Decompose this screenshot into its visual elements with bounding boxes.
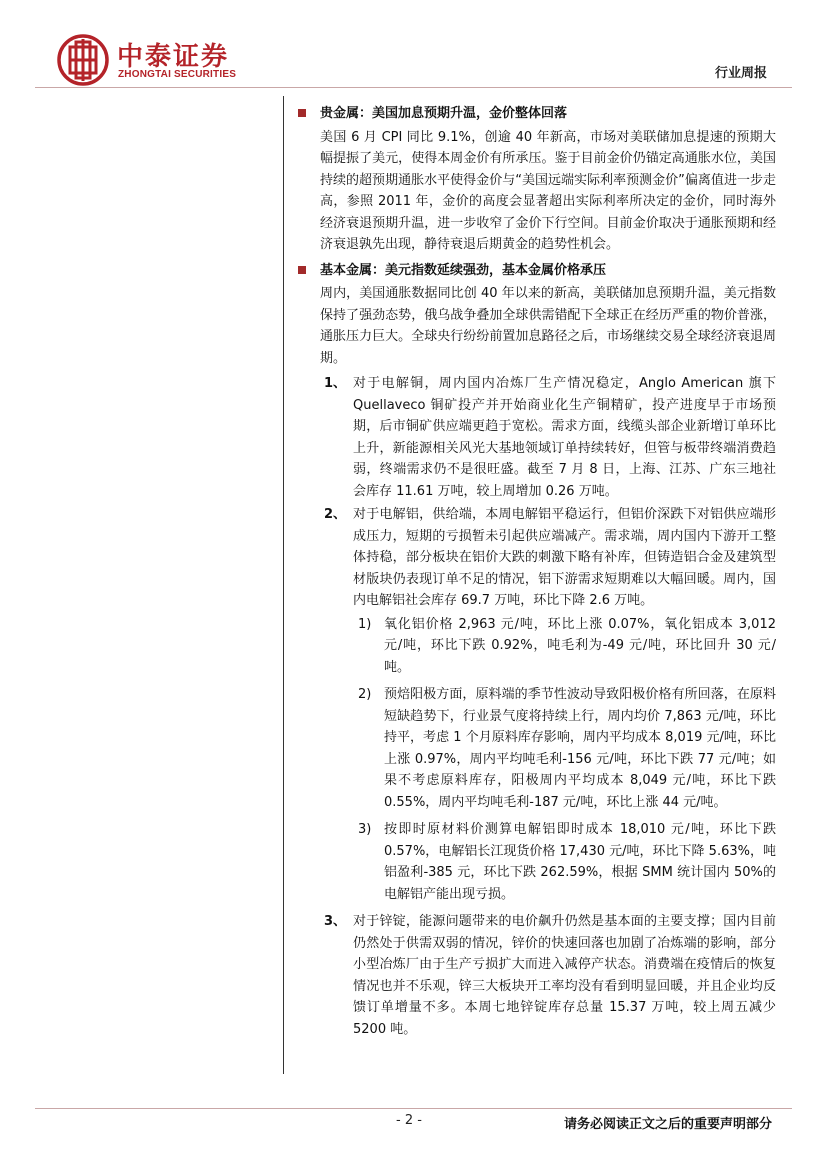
square-bullet-icon <box>298 266 306 274</box>
item-number: 1、 <box>324 376 347 391</box>
sub-item-number: 1) <box>358 616 372 632</box>
report-type-label: 行业周报 <box>714 66 767 81</box>
list-item-zinc <box>298 911 776 1040</box>
sub-item-text: 预焙阳极方面，原料端的季节性波动导致阳极价格有所回落，在原料短缺趋势下，行业景气度将持续上行，周内均价 7,863 元/吨，环比持平，考虑 1 个月原料库存影响，周内平均成本 8,019 元/吨，环比上涨 0.97%，周内平均吨毛利-156 元/吨，环比下跌 77 元/吨；如果不考虑原料库存，阳极周内平均成本 8,049 元/吨，环比下跌 0.55%，周内平均吨毛利-187 元/吨，环比上涨 44 元/吨。 <box>384 687 776 810</box>
sub-item-alumina <box>298 614 776 679</box>
sub-item-cost <box>298 819 776 905</box>
header-divider <box>35 87 792 88</box>
item-text: 对于电解铝，供给端，本周电解铝平稳运行，但铝价深跌下对铝供应端形成压力，短期的亏损暂未引起供应端减产。需求端，周内国内下游开工整体持稳，部分板块在铝价大跌的刺激下略有补库，但铸造铝合金及建筑型材版块仍表现订单不足的情况，铝下游需求短期难以大幅回暖。周内，国内电解铝社会库存 69.7 万吨，环比下降 2.6 万吨。 <box>353 507 776 608</box>
sub-item-number: 3) <box>358 822 372 837</box>
zhongtai-logo-icon <box>57 34 109 86</box>
footer-disclaimer: 请务必阅读正文之后的重要声明部分 <box>563 1117 772 1132</box>
item-number: 3、 <box>324 914 347 929</box>
report-body <box>298 103 776 1042</box>
section-title: 贵金属：美国加息预期升温，金价整体回落 <box>320 106 568 121</box>
company-logo <box>57 34 247 86</box>
item-text: 对于电解铜，周内国内冶炼厂生产情况稳定，Anglo American 旗下 Quellaveco 铜矿投产并开始商业化生产铜精矿，投产进度早于市场预期，后市铜矿供应端更趋于宽松。需求方面，线缆头部企业新增订单环比上升，新能源相关风光大基地领域订单持续转好，但管与板带终端消费趋弱，终端需求仍不是很旺盛。截至 7 月 8 日，上海、江苏、广东三地社会库存 11.61 万吨，较上周增加 0.26 万吨。 <box>353 376 776 499</box>
section-paragraph: 周内，美国通胀数据同比创 40 年以来的新高，美联储加息预期升温，美元指数保持了强劲态势，俄乌战争叠加全球供需错配下全球正在经历严重的物价普涨，通胀压力巨大。全球央行纷纷前置加息路径之后，市场继续交易全球经济衰退周期。 <box>320 286 776 366</box>
square-bullet-icon <box>298 109 306 117</box>
page-number: - 2 - <box>396 1113 422 1128</box>
section-paragraph: 美国 6 月 CPI 同比 9.1%，创逾 40 年新高，市场对美联储加息提速的预期大幅提振了美元，使得本周金价有所承压。鉴于目前金价仍锚定高通胀水位，美国持续的超预期通胀水平使得金价与“美国远端实际利率预测金价”偏离值进一步走高，参照 2011 年，金价的高度会显著超出实际利率所决定的金价，同时海外经济衰退预期升温，进一步收窄了金价下行空间。目前金价取决于通胀预期和经济衰退孰先出现，静待衰退后期黄金的趋势性机会。 <box>320 129 776 252</box>
logo-english-name: ZHONGTAI SECURITIES <box>118 69 237 80</box>
item-number: 2、 <box>324 507 347 522</box>
list-item-aluminum <box>298 504 776 612</box>
sub-item-number: 2) <box>358 687 372 702</box>
sub-item-text: 氧化铝价格 2,963 元/吨，环比上涨 0.07%，氧化铝成本 3,012 元/吨，环比下跌 0.92%，吨毛利为-49 元/吨，环比回升 30 元/吨。 <box>384 616 776 675</box>
sub-item-anode <box>298 684 776 813</box>
footer-divider <box>35 1108 792 1109</box>
item-text: 对于锌锭，能源问题带来的电价飙升仍然是基本面的主要支撑；国内目前仍然处于供需双弱的情况，锌价的快速回落也加剧了冶炼端的影响，部分小型冶炼厂由于生产亏损扩大而进入减停产状态。消费端在疫情后的恢复情况也并不乐观，锌三大板块开工率均没有看到明显回暖，并且企业均反馈订单增量不多。本周七地锌锭库存总量 15.37 万吨，较上周五减少 5200 吨。 <box>353 914 776 1037</box>
section-heading-precious-metals <box>298 103 776 125</box>
sub-item-text: 按即时原材料价测算电解铝即时成本 18,010 元/吨，环比下跌 0.57%，电解铝长江现货价格 17,430 元/吨，环比下降 5.63%，吨铝盈利-385 元，环比下跌 262.59%，根据 SMM 统计国内 50%的电解铝产能出现亏损。 <box>384 822 776 902</box>
section-heading-base-metals <box>298 260 776 282</box>
section-title: 基本金属：美元指数延续强劲，基本金属价格承压 <box>320 262 607 278</box>
list-item-copper <box>298 373 776 502</box>
left-margin-rule <box>283 96 284 1074</box>
logo-chinese-name: 中泰证券 <box>117 42 230 72</box>
